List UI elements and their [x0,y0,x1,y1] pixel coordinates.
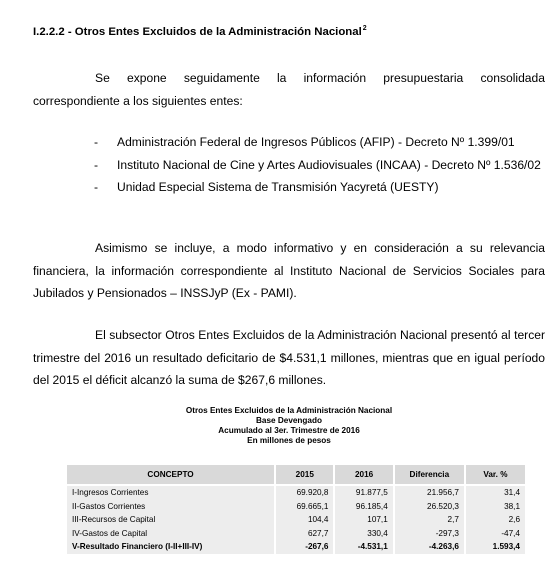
table-row [67,485,525,500]
cell-2015: 69.920,8 [275,485,334,500]
table-row [67,500,525,514]
cell-concepto: V-Resultado Financiero (I-II+III-IV) [67,540,275,554]
cell-2016: 96.185,4 [334,500,393,514]
cell-2016: 91.877,5 [334,485,393,500]
cell-2016: 107,1 [334,513,393,527]
cell-2015: -267,6 [275,540,334,554]
table-total-row [67,540,525,554]
cell-2015: 104,4 [275,513,334,527]
cell-2015: 69.665,1 [275,500,334,514]
cell-var-pct: -47,4 [465,527,525,541]
cell-concepto: IV-Gastos de Capital [67,527,275,541]
table-caption-title: Otros Entes Excluidos de la Administración Nacional [185,406,393,415]
entities-list [94,131,545,199]
footnote-marker: 2 [362,25,367,32]
list-item: - Unidad Especial Sistema de Transmisión Yacyretá (UESTY) [94,180,439,194]
cell-var-pct: 2,6 [465,513,525,527]
table-caption-period: Acumulado al 3er. Trimestre de 2016 [218,426,360,435]
list-item: - Administración Federal de Ingresos Públicos (AFIP) - Decreto Nº 1.399/01 [94,135,515,149]
cell-concepto: III-Recursos de Capital [67,513,275,527]
cell-var-pct: 38,1 [465,500,525,514]
cell-diferencia: 26.520,3 [394,500,465,514]
budget-table [67,465,525,554]
section-heading: I.2.2.2 - Otros Entes Excluidos de la Administración Nacional$^2$ [33,25,367,38]
table-row [67,513,525,527]
table-row [67,527,525,541]
asimismo-paragraph: Asimismo se incluye, a modo informativo y en consideración a su relevancia financiera, la información correspondiente al Instituto Nacional de Servicios Sociales para Jubilados y Pensionados – INSSJyP (Ex - PAMI). [33,241,545,300]
subsector-paragraph: El subsector Otros Entes Excluidos de la Administración Nacional presentó al tercer trimestre del 2016 un resultado deficitario de $4.531,1 millones, mientras que en igual período del 2015 el déficit alcanzó la suma de $267,6 millones. [33,328,545,387]
cell-diferencia: -297,3 [394,527,465,541]
header-var-pct: Var. % [465,465,525,485]
table-caption-basis: Base Devengado [256,416,322,425]
header-concepto: CONCEPTO [67,465,275,485]
cell-2016: 330,4 [334,527,393,541]
cell-concepto: II-Gastos Corrientes [67,500,275,514]
header-diferencia: Diferencia [394,465,465,485]
intro-paragraph: Se expone seguidamente la información presupuestaria consolidada correspondiente a los siguientes entes: [33,71,545,108]
cell-var-pct: 1.593,4 [465,540,525,554]
cell-2015: 627,7 [275,527,334,541]
list-item: - Instituto Nacional de Cine y Artes Audiovisuales (INCAA) - Decreto Nº 1.536/02 [94,157,541,172]
cell-diferencia: -4.263,6 [394,540,465,554]
table-caption-units: En millones de pesos [247,436,331,445]
header-2016: 2016 [334,465,393,485]
cell-diferencia: 21.956,7 [394,485,465,500]
cell-diferencia: 2,7 [394,513,465,527]
header-2015: 2015 [275,465,334,485]
cell-concepto: I-Ingresos Corrientes [67,485,275,500]
cell-2016: -4.531,1 [334,540,393,554]
table-header-row [67,465,525,485]
cell-var-pct: 31,4 [465,485,525,500]
